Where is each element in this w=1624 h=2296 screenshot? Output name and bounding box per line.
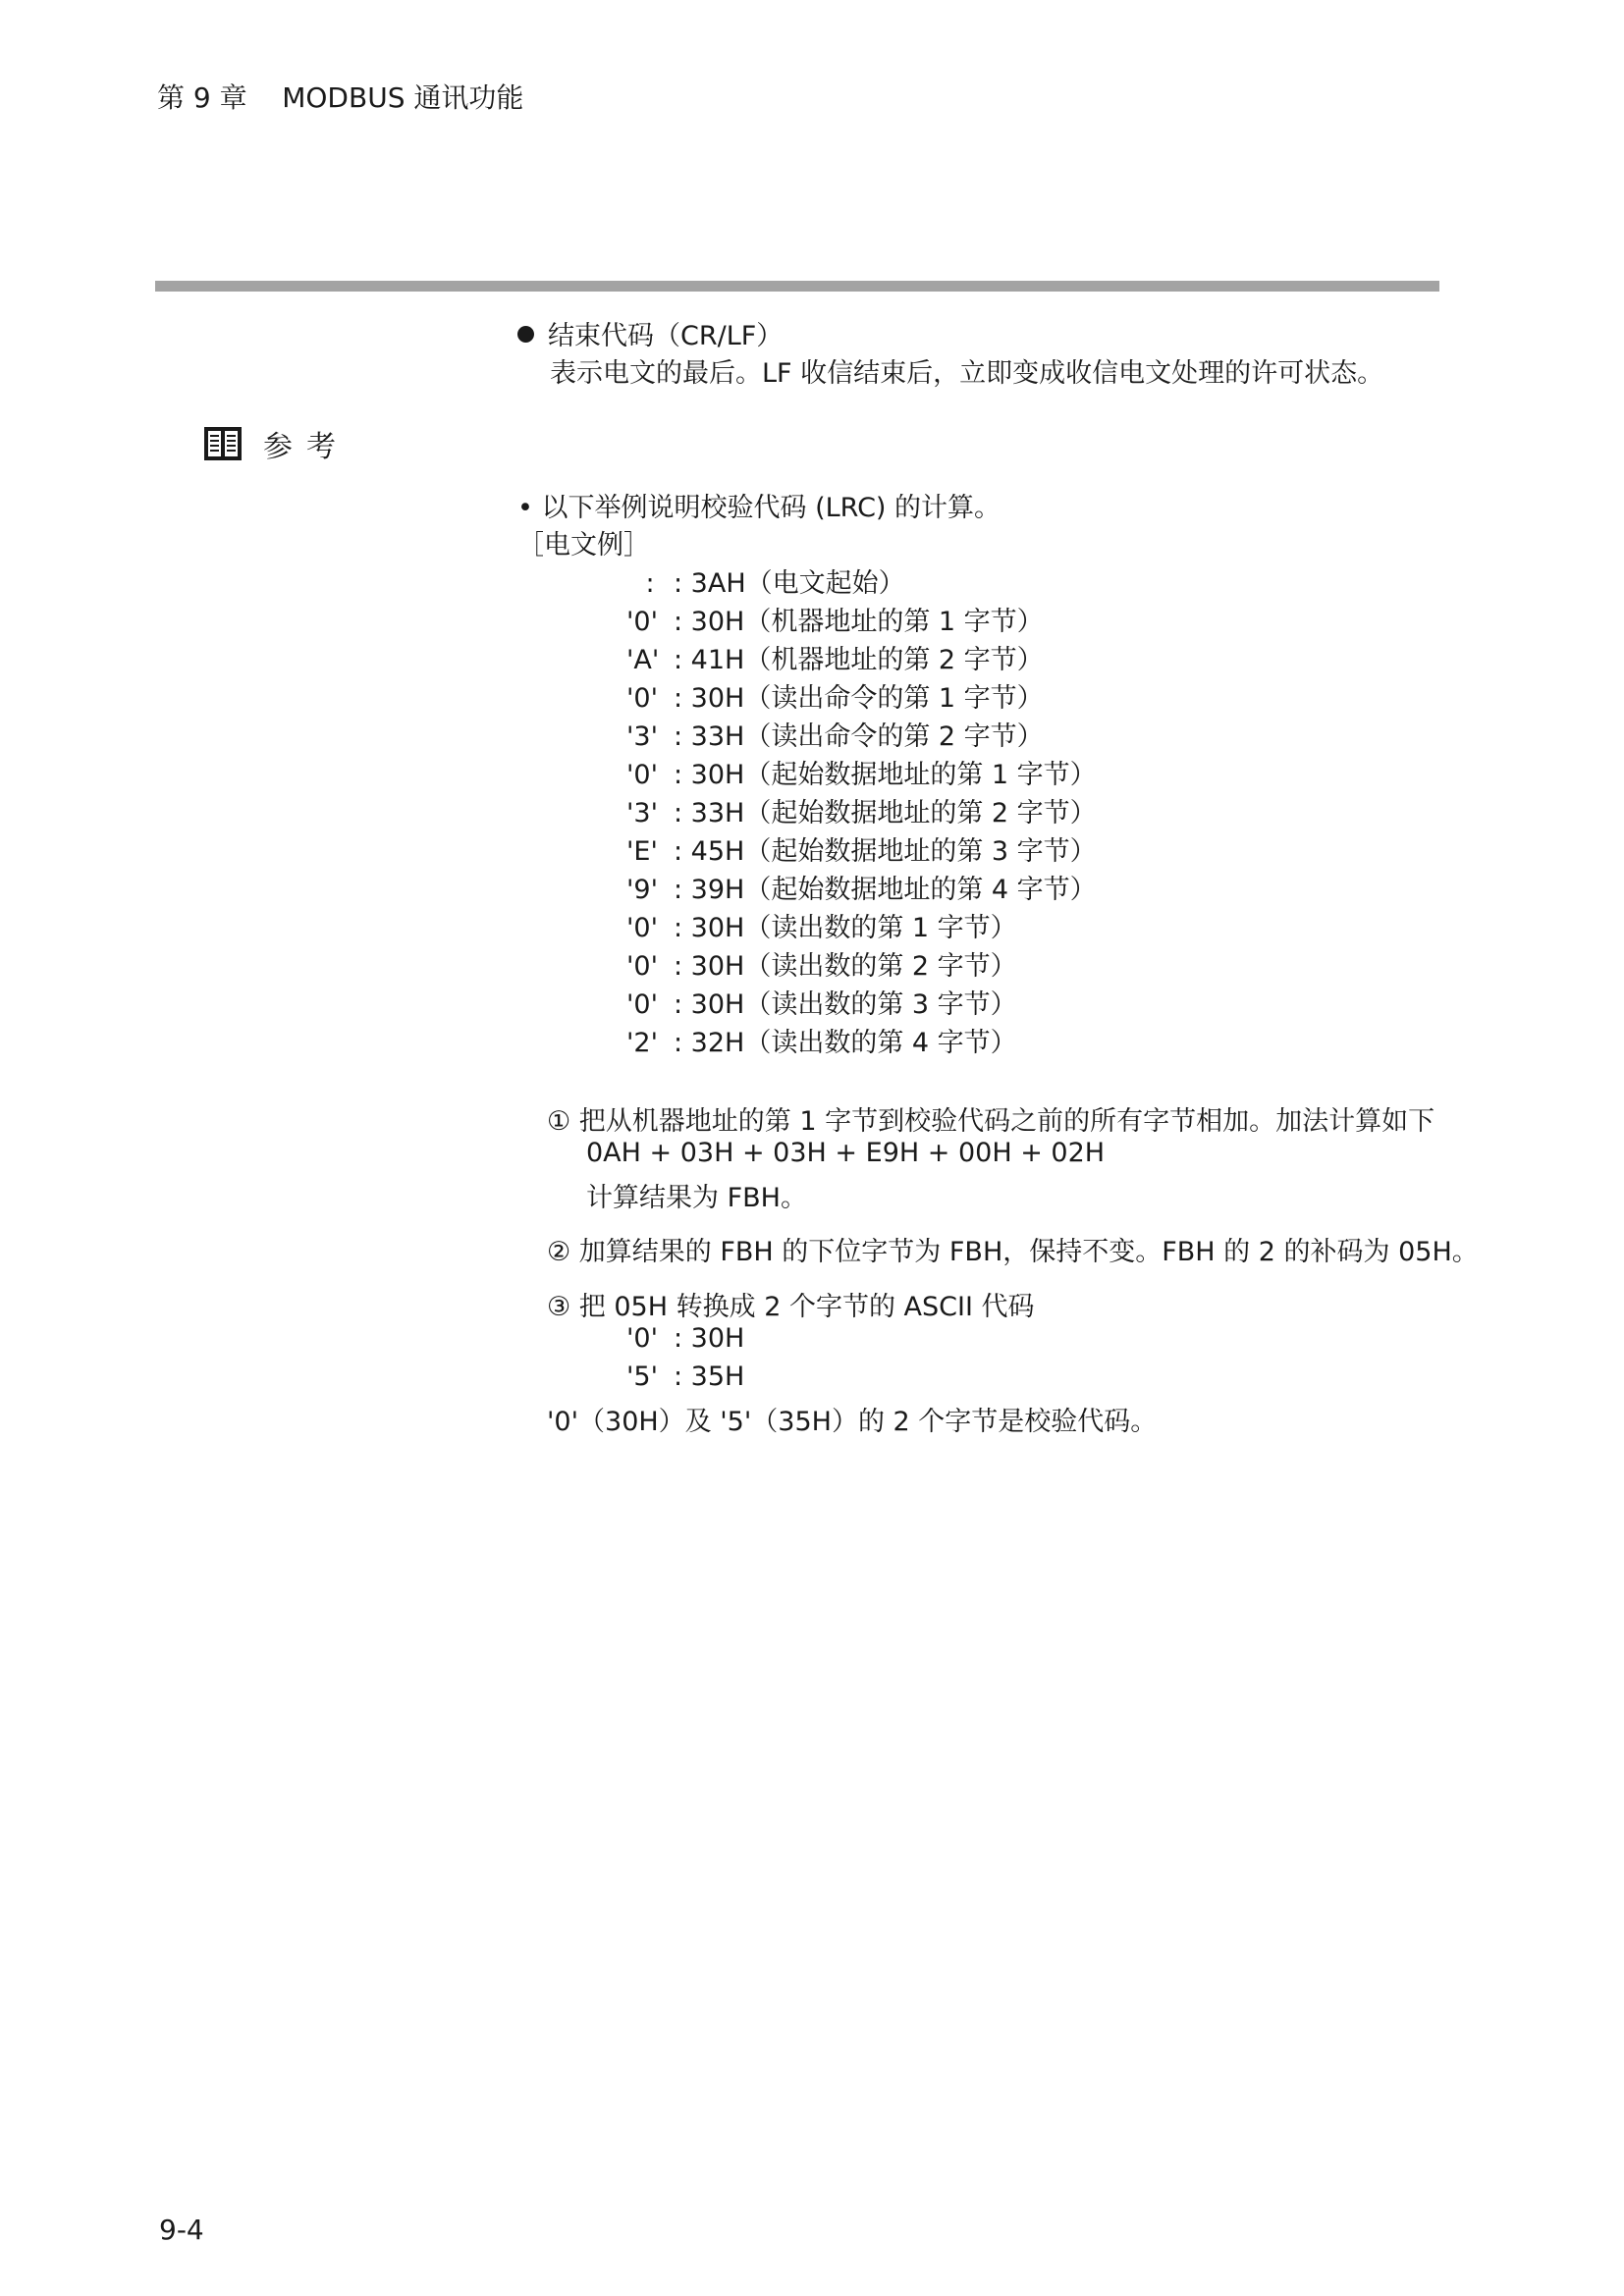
example-char: : [645,568,655,599]
example-row [626,561,905,600]
example-char: '0' [626,951,659,982]
step3-char: '0' [626,1323,659,1354]
step3-text: ③ 把 05H 转换成 2 个字节的 ASCII 代码 [547,1292,1035,1322]
example-value: : 45H（起始数据地址的第 3 字节） [674,836,1097,867]
example-value: : 33H（起始数据地址的第 2 字节） [674,798,1097,828]
example-value: : 33H（读出命令的第 2 字节） [674,721,1044,752]
example-row [626,753,1097,791]
example-char: '9' [626,875,659,905]
example-row [626,791,1097,829]
example-char: '3' [626,798,659,828]
example-row [626,1021,1017,1059]
example-row [626,944,1017,983]
example-char: '0' [626,607,659,637]
step3-value: : 30H [674,1323,745,1354]
example-value: : 30H（读出数的第 1 字节） [674,913,1017,943]
example-value: : 41H（机器地址的第 2 字节） [674,645,1044,675]
end-code-heading [517,314,783,352]
example-row [626,829,1097,868]
example-row [626,715,1044,753]
step3-value: : 35H [674,1362,745,1392]
example-row [626,906,1017,944]
example-value: : 30H（读出数的第 2 字节） [674,951,1017,982]
example-value: : 30H（读出数的第 3 字节） [674,989,1017,1020]
example-char: '0' [626,760,659,790]
step1-text: ① 把从机器地址的第 1 字节到校验代码之前的所有字节相加。加法计算如下 [547,1106,1435,1137]
book-icon [202,425,244,462]
example-char: '3' [626,721,659,752]
step3-row [626,1323,744,1354]
conclusion: '0'（30H）及 '5'（35H）的 2 个字节是校验代码。 [547,1407,1158,1437]
bullet-icon [517,326,534,343]
end-code-title: 结束代码（CR/LF） [548,321,784,351]
example-char: 'E' [626,836,658,867]
reference-marker [202,422,350,465]
example-row [626,868,1097,906]
step1-formula: 0AH + 03H + 03H + E9H + 00H + 02H [586,1138,1106,1168]
example-value: : 30H（读出命令的第 1 字节） [674,683,1044,714]
page-header [157,77,523,116]
step3-row [626,1362,744,1392]
example-value: : 30H（机器地址的第 1 字节） [674,607,1044,637]
end-code-description: 表示电文的最后。LF 收信结束后，立即变成收信电文处理的许可状态。 [550,358,1384,389]
chapter-number: 第 9 章 [157,81,247,114]
example-row [626,600,1044,638]
example-char: '0' [626,989,659,1020]
step3-char: '5' [626,1362,659,1392]
example-row [626,983,1017,1021]
example-value: : 32H（读出数的第 4 字节） [674,1028,1017,1058]
example-value: : 3AH（电文起始） [674,568,905,599]
step1-result: 计算结果为 FBH。 [586,1183,807,1213]
example-value: : 30H（起始数据地址的第 1 字节） [674,760,1097,790]
lrc-intro: • 以下举例说明校验代码 (LRC) 的计算。 [517,493,1001,523]
example-row [626,676,1044,715]
example-char: '2' [626,1028,659,1058]
example-row [626,638,1044,676]
example-char: 'A' [626,645,660,675]
example-value: : 39H（起始数据地址的第 4 字节） [674,875,1097,905]
step2-text: ② 加算结果的 FBH 的下位字节为 FBH，保持不变。FBH 的 2 的补码为 05H。 [547,1237,1479,1267]
reference-label: 参考 [263,430,350,464]
example-char: '0' [626,913,659,943]
section-divider [155,281,1439,292]
example-title: ［电文例］ [517,530,650,561]
page-number: 9-4 [159,2214,204,2246]
chapter-title: MODBUS 通讯功能 [282,81,524,114]
example-char: '0' [626,683,659,714]
